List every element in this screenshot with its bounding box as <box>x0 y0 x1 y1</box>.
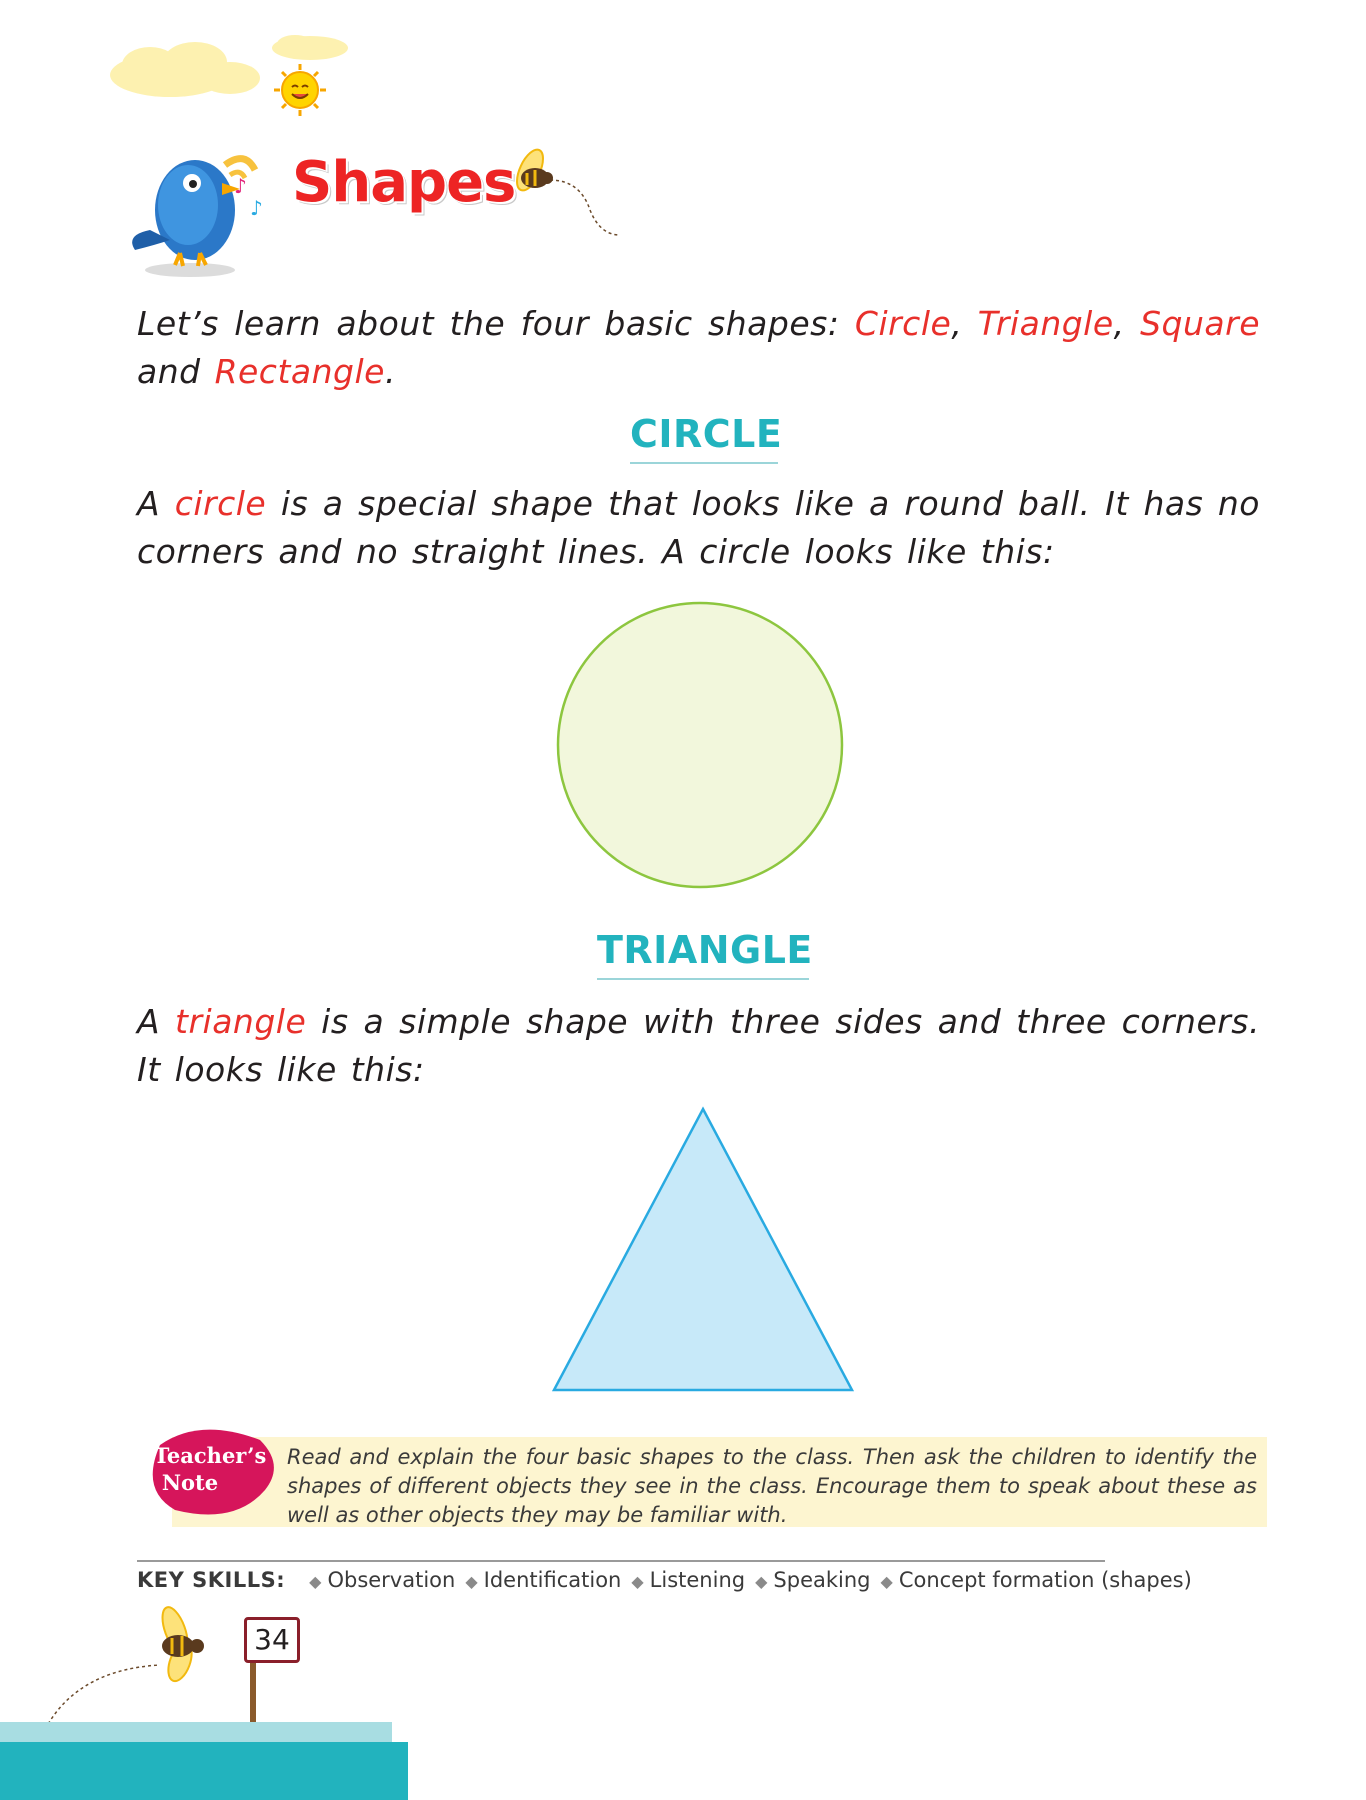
intro-conjunction: and <box>137 352 215 391</box>
skill-item: Speaking <box>773 1568 871 1592</box>
diamond-icon: ◆ <box>465 1572 478 1591</box>
key-skills <box>137 1568 1192 1592</box>
bee-icon <box>505 140 625 240</box>
skill-item: Observation <box>327 1568 456 1592</box>
shape-word-triangle: Triangle <box>977 304 1114 343</box>
page-title: Shapes <box>292 150 516 215</box>
intro-separator: , <box>951 304 978 343</box>
circle-text-a: A <box>137 484 175 523</box>
circle-keyword: circle <box>174 484 267 523</box>
intro-paragraph <box>137 300 1260 396</box>
intro-text: Let’s learn about the four basic shapes: <box>137 304 855 343</box>
circle-shape <box>555 600 845 890</box>
skill-item: Listening <box>649 1568 746 1592</box>
shape-word-square: Square <box>1140 304 1261 343</box>
triangle-keyword: triangle <box>175 1002 307 1041</box>
triangle-paragraph <box>137 998 1260 1094</box>
music-note-icon <box>234 175 270 220</box>
footer-divider <box>137 1560 1105 1562</box>
triangle-shape <box>548 1104 858 1394</box>
teachers-note-label-line1: Teacher’s <box>153 1443 267 1468</box>
bee-icon <box>157 1604 204 1684</box>
triangle-text-a: A <box>137 1002 176 1041</box>
circle-text-b: is a special shape that looks like a round ball. It has no corners and no straight lines. A circle looks like this: <box>137 484 1260 571</box>
diamond-icon: ◆ <box>309 1572 322 1591</box>
circle-paragraph <box>137 480 1260 576</box>
clouds-sun-decoration <box>100 30 360 120</box>
key-skills-label: KEY SKILLS: <box>137 1568 286 1592</box>
triangle-heading: TRIANGLE <box>597 928 809 980</box>
svg-text:♪: ♪ <box>250 196 263 220</box>
diamond-icon: ◆ <box>755 1572 768 1591</box>
teachers-note-badge <box>148 1425 278 1517</box>
intro-period: . <box>384 352 396 391</box>
triangle-text-b: is a simple shape with three sides and three corners. It looks like this: <box>137 1002 1260 1089</box>
page-number: 34 <box>244 1617 300 1663</box>
footer-decoration <box>0 1600 420 1800</box>
svg-text:♪: ♪ <box>234 175 247 198</box>
teachers-note-label-line2: Note <box>161 1470 219 1495</box>
skill-item: Identification <box>483 1568 622 1592</box>
shape-word-rectangle: Rectangle <box>214 352 385 391</box>
diamond-icon: ◆ <box>631 1572 644 1591</box>
sun-icon <box>274 64 326 116</box>
intro-separator: , <box>1113 304 1141 343</box>
skill-item: Concept formation (shapes) <box>898 1568 1192 1592</box>
diamond-icon: ◆ <box>880 1572 893 1591</box>
circle-heading: CIRCLE <box>630 412 778 464</box>
teachers-note-text: Read and explain the four basic shapes to the class. Then ask the children to identify the shapes of different objects they see in the class. Encourage them to speak about these as well as other objects they may be familiar with. <box>287 1445 1257 1527</box>
shape-word-circle: Circle <box>854 304 952 343</box>
